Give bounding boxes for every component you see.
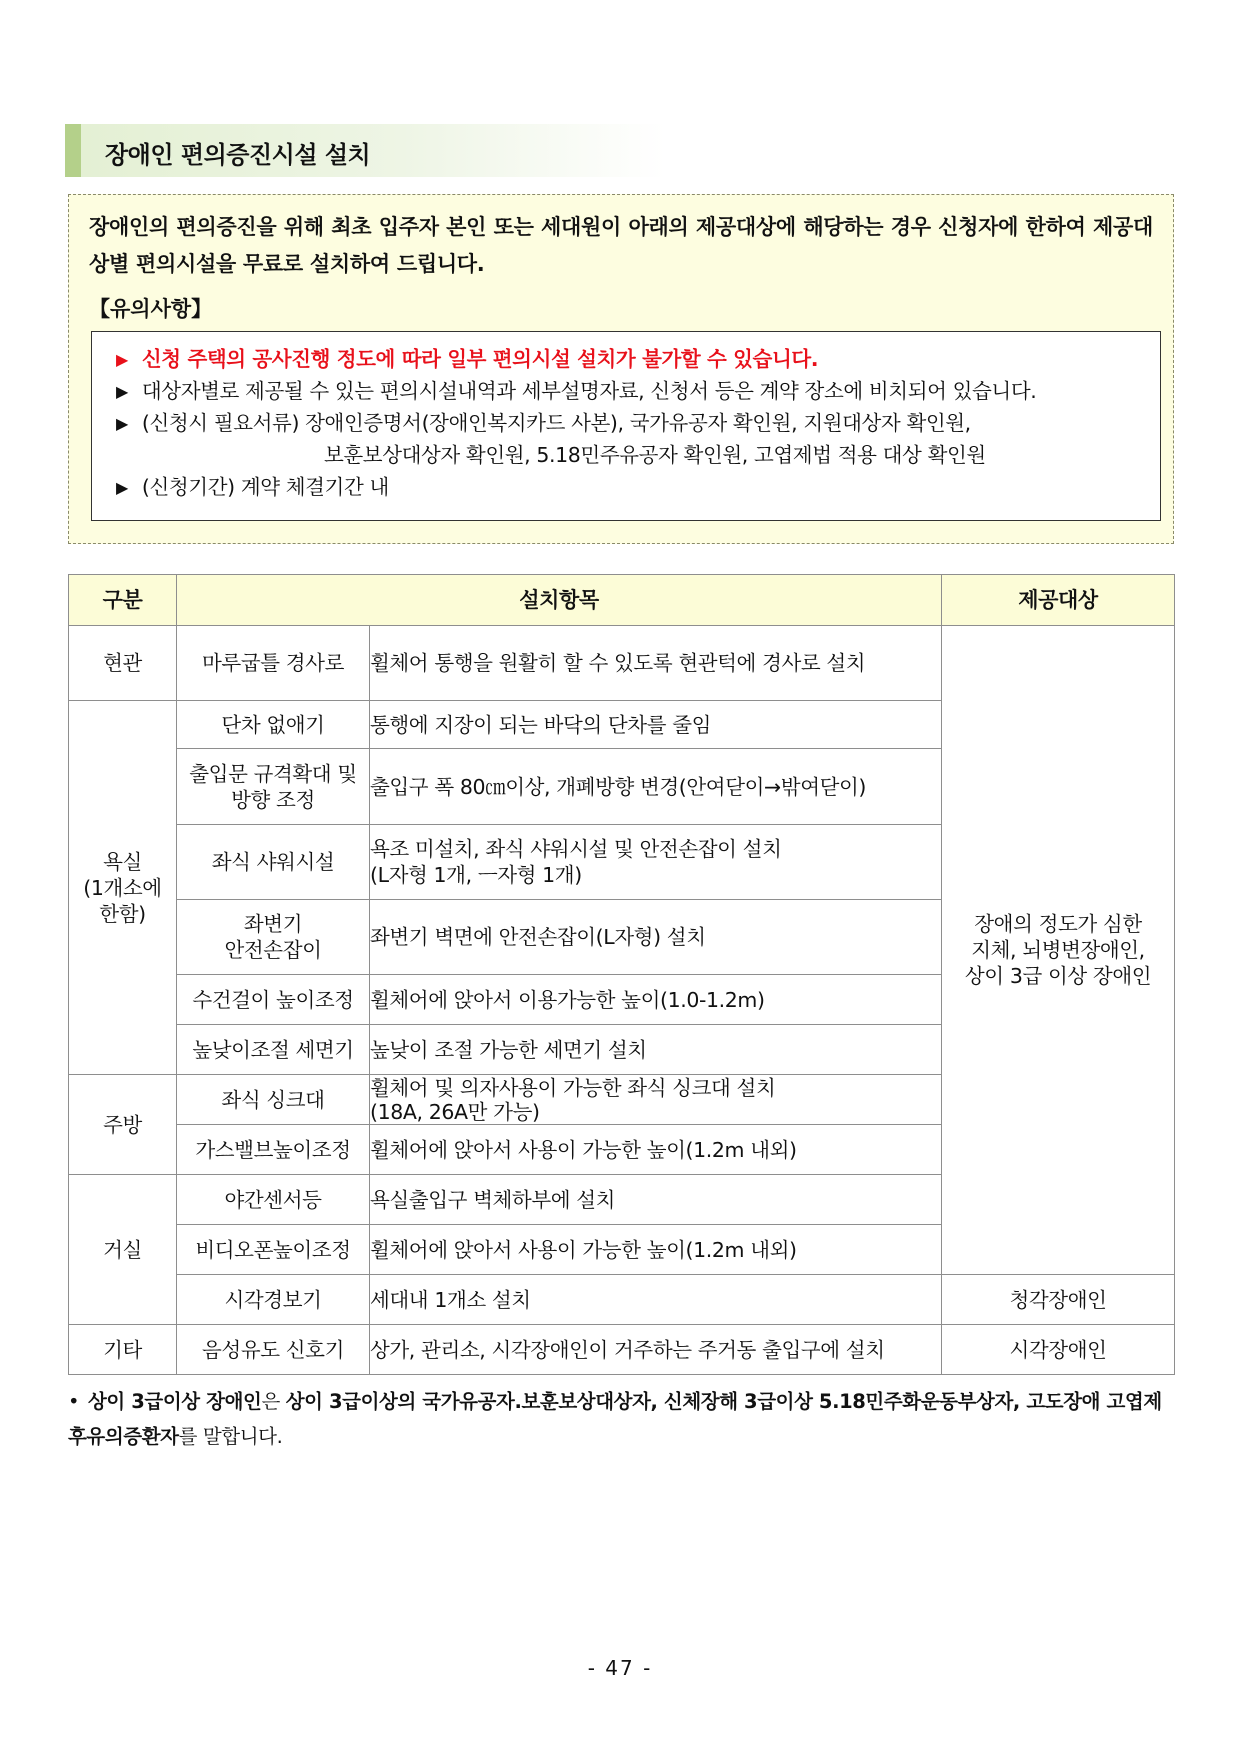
group-cell: 현관 bbox=[69, 626, 177, 701]
desc-cell: 상가, 관리소, 시각장애인이 거주하는 주거동 출입구에 설치 bbox=[370, 1325, 942, 1375]
desc-cell: 욕실출입구 벽체하부에 설치 bbox=[370, 1175, 942, 1225]
facilities-table bbox=[68, 574, 1175, 1375]
item-cell: 높낮이조절 세면기 bbox=[177, 1025, 370, 1075]
notes-box bbox=[91, 331, 1161, 521]
table-row bbox=[69, 626, 1175, 701]
page-number: - 47 - bbox=[587, 1656, 653, 1680]
group-cell: 기타 bbox=[69, 1325, 177, 1375]
section-title-text: 장애인 편의증진시설 설치 bbox=[105, 141, 371, 169]
target-cell: 장애의 정도가 심한 지체, 뇌병변장애인, 상이 3급 이상 장애인 bbox=[942, 626, 1175, 1275]
desc-cell: 휠체어에 앉아서 이용가능한 높이(1.0-1.2m) bbox=[370, 975, 942, 1025]
desc-cell: 좌변기 벽면에 안전손잡이(L자형) 설치 bbox=[370, 900, 942, 975]
info-box bbox=[68, 194, 1174, 544]
item-cell: 좌식 싱크대 bbox=[177, 1075, 370, 1125]
item-cell: 마루굽틀 경사로 bbox=[177, 626, 370, 701]
group-cell: 주방 bbox=[69, 1075, 177, 1175]
item-cell: 좌식 샤워시설 bbox=[177, 825, 370, 900]
table-row bbox=[69, 1275, 1175, 1325]
desc-cell: 휠체어에 앉아서 사용이 가능한 높이(1.2m 내외) bbox=[370, 1225, 942, 1275]
note-item: ▶ (신청시 필요서류) 장애인증명서(장애인복지카드 사본), 국가유공자 확인원, 지원대상자 확인원, bbox=[116, 411, 971, 435]
item-cell: 가스밸브높이조정 bbox=[177, 1125, 370, 1175]
section-title bbox=[65, 124, 665, 177]
footnote bbox=[68, 1384, 1174, 1454]
header-items: 설치항목 bbox=[177, 575, 942, 626]
target-cell: 시각장애인 bbox=[942, 1325, 1175, 1375]
desc-cell: 욕조 미설치, 좌식 샤워시설 및 안전손잡이 설치 (L자형 1개, ㅡ자형 1개) bbox=[370, 825, 942, 900]
footnote-text: 은 bbox=[261, 1390, 286, 1413]
desc-cell: 세대내 1개소 설치 bbox=[370, 1275, 942, 1325]
table-header-row bbox=[69, 575, 1175, 626]
header-target: 제공대상 bbox=[942, 575, 1175, 626]
item-cell: 좌변기 안전손잡이 bbox=[177, 900, 370, 975]
desc-cell: 통행에 지장이 되는 바닥의 단차를 줄임 bbox=[370, 701, 942, 749]
desc-cell: 휠체어 및 의자사용이 가능한 좌식 싱크대 설치 (18A, 26A만 가능) bbox=[370, 1075, 942, 1125]
arrow-icon: ▶ bbox=[116, 350, 128, 369]
desc-cell: 휠체어에 앉아서 사용이 가능한 높이(1.2m 내외) bbox=[370, 1125, 942, 1175]
item-cell: 단차 없애기 bbox=[177, 701, 370, 749]
target-cell: 청각장애인 bbox=[942, 1275, 1175, 1325]
arrow-icon: ▶ bbox=[116, 382, 128, 401]
group-cell: 욕실 (1개소에 한함) bbox=[69, 701, 177, 1075]
group-cell: 거실 bbox=[69, 1175, 177, 1325]
note-item: ▶ 신청 주택의 공사진행 정도에 따라 일부 편의시설 설치가 불가할 수 있습니다. bbox=[116, 347, 819, 371]
footnote-bold-term: 상이 3급이상 장애인 bbox=[88, 1390, 262, 1413]
desc-cell: 휠체어 통행을 원활히 할 수 있도록 현관턱에 경사로 설치 bbox=[370, 626, 942, 701]
table-row bbox=[69, 1325, 1175, 1375]
desc-cell: 높낮이 조절 가능한 세면기 설치 bbox=[370, 1025, 942, 1075]
note-item-continued: 보훈보상대상자 확인원, 5.18민주유공자 확인원, 고엽제법 적용 대상 확인원 bbox=[324, 443, 986, 467]
note-item: ▶ (신청기간) 계약 체결기간 내 bbox=[116, 475, 389, 499]
item-cell: 시각경보기 bbox=[177, 1275, 370, 1325]
desc-cell: 출입구 폭 80㎝이상, 개폐방향 변경(안여닫이→밖여닫이) bbox=[370, 749, 942, 825]
item-cell: 음성유도 신호기 bbox=[177, 1325, 370, 1375]
bullet-icon: • bbox=[68, 1390, 80, 1413]
item-cell: 출입문 규격확대 및 방향 조정 bbox=[177, 749, 370, 825]
item-cell: 수건걸이 높이조정 bbox=[177, 975, 370, 1025]
header-category: 구분 bbox=[69, 575, 177, 626]
footnote-bold-definition: 상이 3급이상의 국가유공자.보훈보상대상자, 신체장해 3급이상 5.18민주화운동부상자, 고도장애 고엽제후유의증환자 bbox=[68, 1390, 1162, 1448]
note-item: ▶ 대상자별로 제공될 수 있는 편의시설내역과 세부설명자료, 신청서 등은 계약 장소에 비치되어 있습니다. bbox=[116, 379, 1037, 403]
item-cell: 야간센서등 bbox=[177, 1175, 370, 1225]
notes-title: 【유의사항】 bbox=[89, 297, 213, 321]
intro-text: 장애인의 편의증진을 위해 최초 입주자 본인 또는 세대원이 아래의 제공대상에 해당하는 경우 신청자에 한하여 제공대상별 편의시설을 무료로 설치하여 드립니다. bbox=[89, 215, 1153, 276]
item-cell: 비디오폰높이조정 bbox=[177, 1225, 370, 1275]
footnote-text: 를 말합니다. bbox=[178, 1425, 283, 1448]
arrow-icon: ▶ bbox=[116, 478, 128, 497]
arrow-icon: ▶ bbox=[116, 414, 128, 433]
